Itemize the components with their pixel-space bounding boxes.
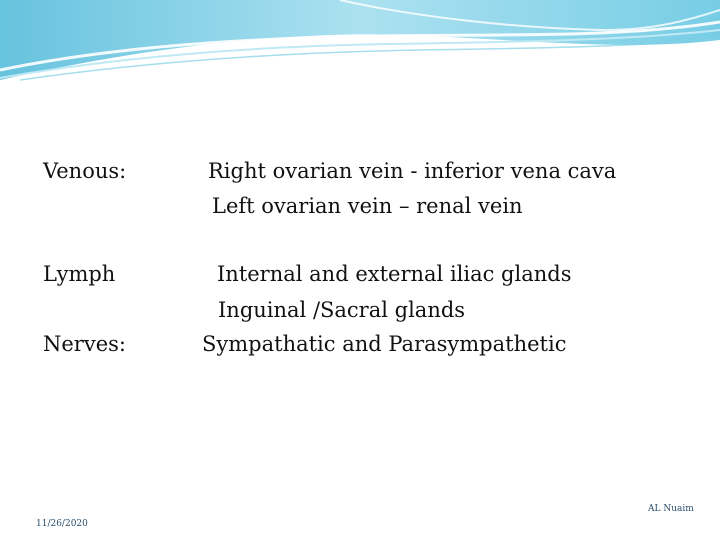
header-wave-decoration (0, 0, 720, 90)
nerves-supply: Sympathatic and Parasympathetic (202, 332, 567, 356)
lymph-label: Lymph (43, 262, 116, 286)
nerves-label: Nerves: (43, 332, 126, 356)
lymph-inguinal-sacral-glands: Inguinal /Sacral glands (218, 298, 466, 322)
lymph-iliac-glands: Internal and external iliac glands (217, 262, 572, 286)
footer-date: 11/26/2020 (36, 519, 88, 529)
footer-author: AL Nuaim (648, 504, 694, 514)
venous-drainage-left: Left ovarian vein – renal vein (212, 194, 523, 218)
venous-label: Venous: (43, 159, 127, 183)
venous-drainage-right: Right ovarian vein - inferior vena cava (208, 159, 617, 183)
